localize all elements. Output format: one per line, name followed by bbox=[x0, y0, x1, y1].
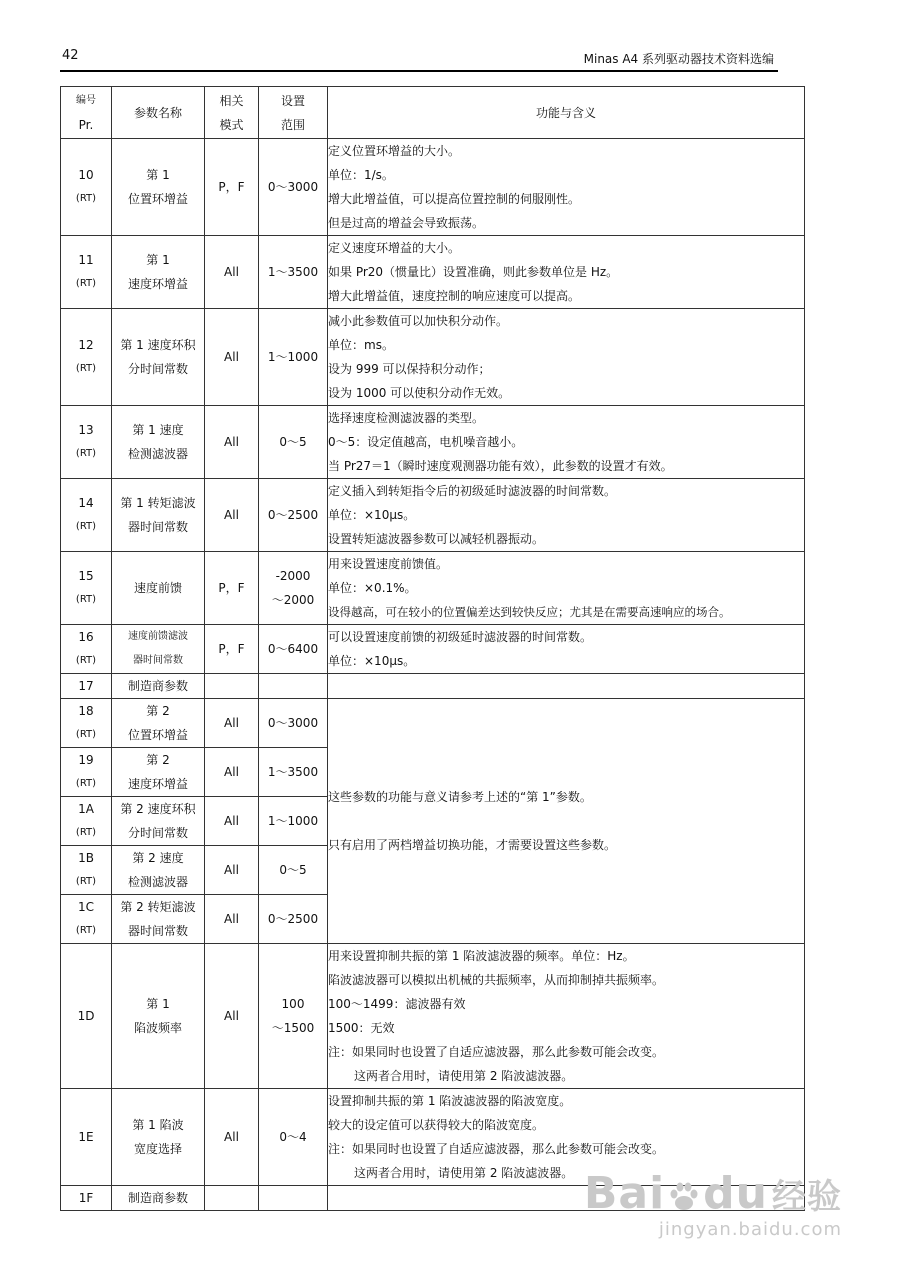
baidu-watermark: Bai du 经验 jingyan.baidu.com bbox=[583, 1168, 842, 1240]
page-number: 42 bbox=[62, 48, 79, 63]
table-row: 1F 制造商参数 bbox=[61, 1186, 805, 1211]
table-row: 17 制造商参数 bbox=[61, 674, 805, 699]
paw-icon bbox=[667, 1172, 701, 1202]
table-row: 13 (RT) 第 1 速度 检测滤波器 All 0～5 选择速度检测滤波器的类型。 0～5：设定值越高，电机噪音越小。 当 Pr27＝1（瞬时速度观测器功能有效），此参数的设置才有效。 bbox=[61, 406, 805, 479]
table-row: 11 (RT) 第 1 速度环增益 All 1～3500 定义速度环增益的大小。 如果 Pr20（惯量比）设置准确，则此参数单位是 Hz。 增大此增益值，速度控制的响应速度可以提高。 bbox=[61, 236, 805, 309]
table-row: 1E 第 1 陷波 宽度选择 All 0～4 设置抑制共振的第 1 陷波滤波器的陷波宽度。 较大的设定值可以获得较大的陷波宽度。 注：如果同时也设置了自适应滤波器，那么此参数可能会改变。 这两者合用时，请使用第 2 陷波滤波器。 bbox=[61, 1089, 805, 1186]
table-row: 19 (RT) 第 2 速度环增益 All 1～3500 bbox=[61, 748, 805, 797]
table-row: 1C (RT) 第 2 转矩滤波 器时间常数 All 0～2500 bbox=[61, 895, 805, 944]
table-row: 1B (RT) 第 2 速度 检测滤波器 All 0～5 bbox=[61, 846, 805, 895]
table-row: 14 (RT) 第 1 转矩滤波 器时间常数 All 0～2500 定义插入到转矩指令后的初级延时滤波器的时间常数。 单位：×10μs。 设置转矩滤波器参数可以减轻机器振动。 bbox=[61, 479, 805, 552]
table-row: 12 (RT) 第 1 速度环积 分时间常数 All 1～1000 减小此参数值可以加快积分动作。 单位：ms。 设为 999 可以保持积分动作； 设为 1000 可以使积分动作无效。 bbox=[61, 309, 805, 406]
header-name: 参数名称 bbox=[112, 87, 205, 139]
table-row: 15 (RT) 速度前馈 P，F -2000 ～2000 用来设置速度前馈值。 单位：×0.1%。 设得越高，可在较小的位置偏差达到较快反应；尤其是在需要高速响应的场合。 bbox=[61, 552, 805, 625]
header-desc: 功能与含义 bbox=[328, 87, 805, 139]
table-header-row bbox=[61, 87, 805, 139]
table-row: 1D 第 1 陷波频率 All 100 ～1500 用来设置抑制共振的第 1 陷波滤波器的频率。单位：Hz。 陷波滤波器可以模拟出机械的共振频率，从而抑制掉共振频率。 100～1499：滤波器有效 1500：无效 注：如果同时也设置了自适应滤波器，那么此参数可能会改变。 这两者合用时，请使用第 2 陷波滤波器。 bbox=[61, 944, 805, 1089]
table-row: 16 (RT) 速度前馈滤波 器时间常数 P，F 0～6400 可以设置速度前馈的初级延时滤波器的时间常数。 单位：×10μs。 bbox=[61, 625, 805, 674]
table-row: 10 (RT) 第 1 位置环增益 P，F 0～3000 定义位置环增益的大小。 单位：1/s。 增大此增益值，可以提高位置控制的伺服刚性。 但是过高的增益会导致振荡。 bbox=[61, 139, 805, 236]
table-row: 1A (RT) 第 2 速度环积 分时间常数 All 1～1000 bbox=[61, 797, 805, 846]
group-description: 这些参数的功能与意义请参考上述的“第 1”参数。 只有启用了两档增益切换功能，才需要设置这些参数。 bbox=[328, 699, 805, 944]
parameter-table bbox=[60, 86, 805, 1211]
header-range: 设置 范围 bbox=[259, 87, 328, 139]
header-no: 编号 Pr. bbox=[61, 87, 112, 139]
document-title: Minas A4 系列驱动器技术资料选编 bbox=[583, 52, 774, 66]
header-mode: 相关 模式 bbox=[205, 87, 259, 139]
header-rule bbox=[60, 70, 778, 72]
table-row: 18 (RT) 第 2 位置环增益 All 0～3000 这些参数的功能与意义请参考上述的“第 1”参数。 只有启用了两档增益切换功能，才需要设置这些参数。 bbox=[61, 699, 805, 748]
